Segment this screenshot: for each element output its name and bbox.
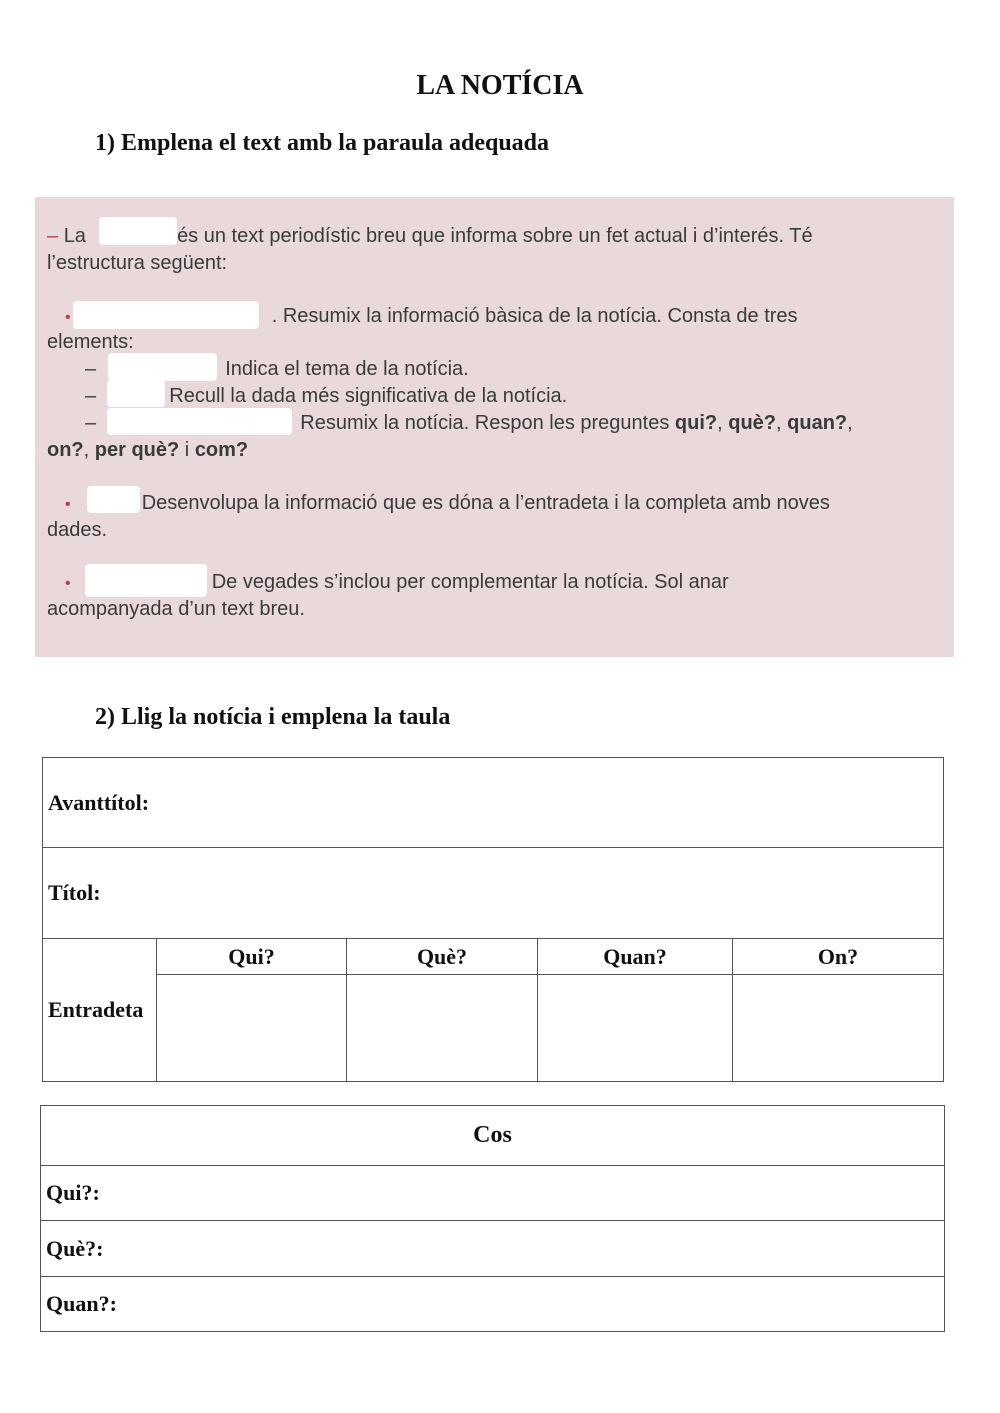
sub-item-2-text: Recull la dada més significativa de la notícia.: [169, 385, 568, 407]
answer-cell-on[interactable]: [733, 975, 944, 1082]
blank-input-avanttitol[interactable]: [108, 353, 217, 381]
blank-input-fotografia[interactable]: [85, 564, 207, 597]
blank-input-entradeta[interactable]: [107, 408, 292, 435]
table-row: [43, 975, 944, 1082]
photo-item-text: De vegades s’inclou per complementar la notícia. Sol anar: [211, 571, 729, 593]
separator: ,: [847, 412, 853, 434]
table-row: [41, 1221, 945, 1277]
titol-cell[interactable]: Títol:: [43, 848, 944, 939]
separator: ,: [776, 412, 782, 434]
sub-item-1-dash: –: [85, 358, 97, 380]
intro-dash: –: [47, 225, 59, 247]
blank-input-headline[interactable]: [73, 301, 259, 329]
column-header-quan: Quan?: [538, 939, 733, 975]
question-que: què?: [728, 412, 777, 434]
answer-cell-quan[interactable]: [538, 975, 733, 1082]
table-row: [43, 939, 944, 975]
cos-row-quan[interactable]: Quan?:: [41, 1277, 945, 1332]
entradeta-label: Entradeta: [43, 939, 157, 1082]
avanttitol-cell[interactable]: Avanttítol:: [43, 758, 944, 848]
blank-input-titol[interactable]: [107, 380, 165, 407]
body-item-line-2: dades.: [47, 519, 108, 541]
section-2-heading: 2) Llig la notícia i emplena la taula: [95, 704, 451, 730]
table-row: [43, 758, 944, 848]
bullet-icon: •: [65, 575, 71, 592]
blank-input-cos[interactable]: [87, 486, 140, 513]
question-com: com?: [194, 439, 249, 461]
headline-item-line-2: elements:: [47, 331, 134, 353]
news-structure-table: [42, 757, 944, 1082]
conjunction: i: [184, 439, 190, 461]
page-title: LA NOTÍCIA: [416, 70, 584, 101]
cos-table: [40, 1105, 945, 1332]
intro-before: La: [63, 225, 86, 247]
separator: ,: [83, 439, 90, 461]
cos-row-qui[interactable]: Qui?:: [41, 1166, 945, 1221]
cos-header: Cos: [41, 1106, 945, 1166]
table-row: [41, 1277, 945, 1332]
intro-line-2: l’estructura següent:: [47, 252, 228, 274]
question-on: on?: [47, 439, 84, 461]
bullet-icon: •: [65, 496, 71, 513]
sub-item-2-dash: –: [85, 385, 97, 407]
intro-after: és un text periodístic breu que informa sobre un fet actual i d’interés. Té: [177, 225, 813, 247]
section-1-heading: 1) Emplena el text amb la paraula adequada: [95, 130, 550, 156]
photo-item-line-2: acompanyada d’un text breu.: [47, 598, 305, 620]
table-row: [41, 1166, 945, 1221]
headline-item-text: . Resumix la informació bàsica de la notícia. Consta de tres: [271, 305, 798, 327]
body-item-text: Desenvolupa la informació que es dóna a l’entradeta i la completa amb noves: [141, 492, 830, 514]
sub-item-3-line-2: [47, 437, 248, 463]
column-header-qui: Qui?: [157, 939, 347, 975]
sub-item-1-text: Indica el tema de la notícia.: [225, 358, 469, 380]
question-qui: qui?: [674, 412, 718, 434]
table-row: [41, 1106, 945, 1166]
body-item: [65, 490, 830, 518]
fill-in-exercise-box: [35, 197, 954, 657]
separator: ,: [717, 412, 723, 434]
question-quan: quan?: [787, 412, 848, 434]
sub-item-3-dash: –: [85, 412, 97, 434]
blank-input-noticia[interactable]: [99, 217, 177, 245]
cos-row-que[interactable]: Què?:: [41, 1221, 945, 1277]
answer-cell-qui[interactable]: [157, 975, 347, 1082]
column-header-que: Què?: [347, 939, 538, 975]
column-header-on: On?: [733, 939, 944, 975]
bullet-icon: •: [65, 309, 71, 326]
question-per-que: per què?: [94, 439, 180, 461]
sub-item-3-text: Resumix la notícia. Respon les preguntes: [300, 412, 670, 434]
answer-cell-que[interactable]: [347, 975, 538, 1082]
table-row: [43, 848, 944, 939]
